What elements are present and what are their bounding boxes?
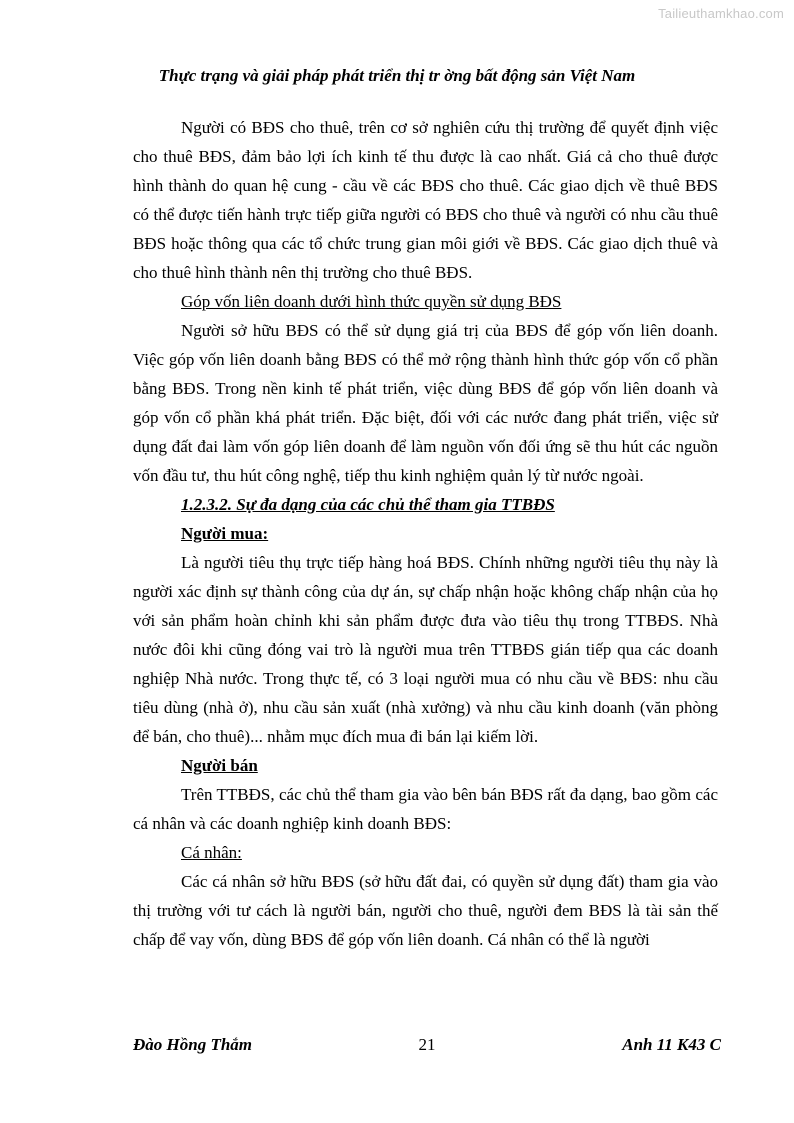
footer-page-number: 21 (418, 1035, 436, 1054)
footer-author: Đào Hồng Thắm (133, 1035, 253, 1054)
subheading-gop-von (133, 287, 718, 316)
paragraph-gop-von: Người sở hữu BĐS có thể sử dụng giá trị của BĐS để góp vốn liên doanh. Việc góp vốn liên doanh bằng BĐS có thể mở rộng thành hình thức góp vốn cổ phần bằng BĐS. Trong nền kinh tế phát triển, việc dùng BĐS để góp vốn liên doanh và góp vốn cổ phần khá phát triển. Đặc biệt, đối với các nước đang phát triển, việc sử dụng đất đai làm vốn góp liên doanh để làm nguồn vốn đối ứng sẽ thu hút các nguồn vốn đầu tư, thu hút công nghệ, tiếp thu kinh nghiệm quản lý từ nước ngoài. (133, 321, 718, 485)
paragraph-nguoi-mua: Là người tiêu thụ trực tiếp hàng hoá BĐS. Chính những người tiêu thụ này là người xác định sự thành công của dự án, sự chấp nhận hoặc không chấp nhận của họ với sản phẩm hoàn chỉnh khi sản phẩm được đưa vào tiêu thụ trong TTBĐS. Nhà nước đôi khi cũng đóng vai trò là người mua trên TTBĐS gián tiếp qua các doanh nghiệp Nhà nước. Trong thực tế, có 3 loại người mua có nhu cầu về BĐS: nhu cầu tiêu dùng (nhà ở), nhu cầu sản xuất (nhà xưởng) và nhu cầu kinh doanh (văn phòng để bán, cho thuê)... nhằm mục đích mua đi bán lại kiếm lời. (133, 553, 718, 746)
section-heading-text: 1.2.3.2. Sự đa dạng của các chủ thể tham gia TTBĐS (181, 495, 555, 514)
page-footer (133, 1035, 721, 1059)
subheading-nguoi-ban-text: Người bán (181, 756, 258, 775)
subheading-gop-von-text: Góp vốn liên doanh dưới hình thức quyền sử dụng BĐS (181, 292, 562, 311)
subheading-nguoi-ban (133, 751, 718, 780)
subheading-ca-nhan (133, 838, 718, 867)
paragraph-cho-thue: Người có BĐS cho thuê, trên cơ sở nghiên cứu thị trường để quyết định việc cho thuê BĐS, đảm bảo lợi ích kinh tế thu được là cao nhất. Giá cả cho thuê được hình thành do quan hệ cung - cầu về các BĐS cho thuê. Các giao dịch về thuê BĐS có thể được tiến hành trực tiếp giữa người có BĐS cho thuê và người có nhu cầu thuê BĐS hoặc thông qua các tổ chức trung gian môi giới về BĐS. Các giao dịch thuê và cho thuê hình thành nên thị trường cho thuê BĐS. (133, 118, 718, 282)
footer-class-label: Anh 11 K43 C (622, 1035, 721, 1054)
subheading-ca-nhan-text: Cá nhân: (181, 843, 242, 862)
watermark: Tailieuthamkhao.com (658, 6, 784, 21)
subheading-nguoi-mua-text: Người mua: (181, 524, 269, 543)
section-heading (133, 490, 718, 519)
running-header-title: Thực trạng và giải pháp phát triển thị tr ờng bất động sản Việt Nam (158, 66, 636, 85)
subheading-nguoi-mua (133, 519, 718, 548)
page-body (133, 113, 718, 954)
paragraph-ca-nhan: Các cá nhân sở hữu BĐS (sở hữu đất đai, có quyền sử dụng đất) tham gia vào thị trường với tư cách là người bán, người cho thuê, người đem BĐS là tài sản thế chấp để vay vốn, dùng BĐS để góp vốn liên doanh. Cá nhân có thể là người (133, 872, 718, 949)
paragraph-nguoi-ban: Trên TTBĐS, các chủ thể tham gia vào bên bán BĐS rất đa dạng, bao gồm các cá nhân và các doanh nghiệp kinh doanh BĐS: (133, 785, 718, 833)
